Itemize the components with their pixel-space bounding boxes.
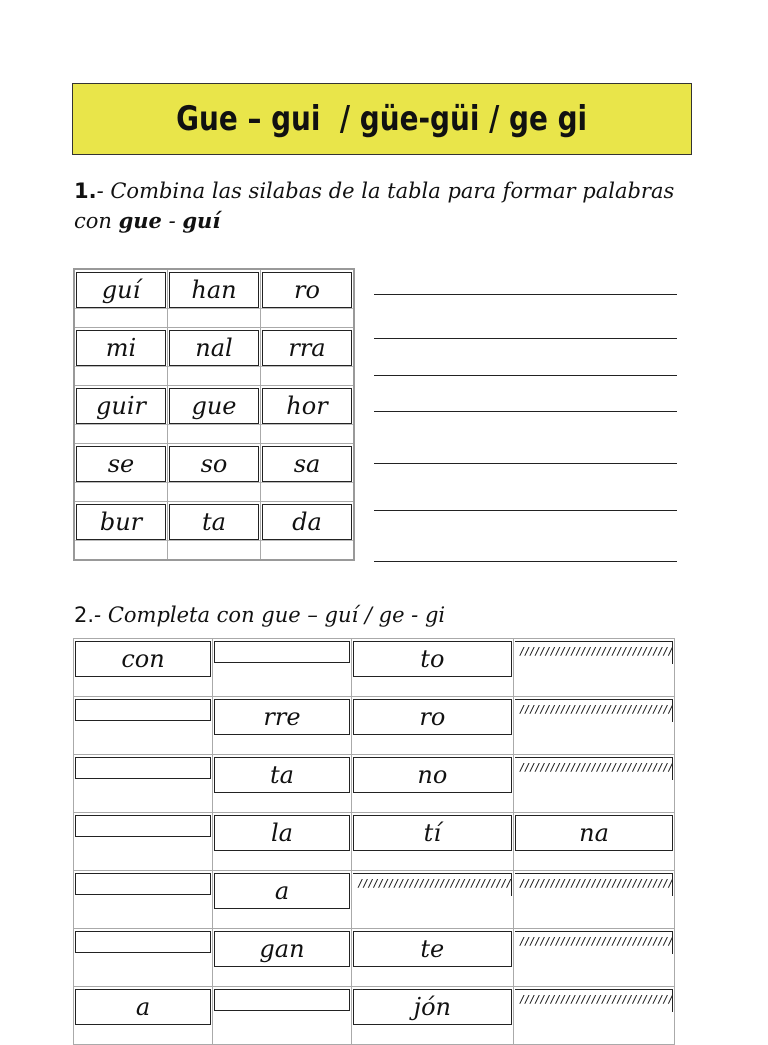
syllable-box[interactable]: guir <box>76 388 166 424</box>
completion-cell <box>213 755 352 813</box>
completion-cell <box>74 987 213 1045</box>
completion-cell <box>513 813 675 871</box>
syllable-row <box>74 386 354 444</box>
completion-cell <box>74 755 213 813</box>
completion-cell <box>74 813 213 871</box>
completion-cell <box>352 929 514 987</box>
exercise-1-number: 1. <box>74 179 97 203</box>
completion-cell <box>74 929 213 987</box>
syllable-box[interactable]: han <box>169 272 259 308</box>
answer-line[interactable] <box>374 411 677 412</box>
completion-row <box>74 639 675 697</box>
syllable-box: na <box>515 815 674 851</box>
hatched-cell: ////////////////////////////// <box>515 873 674 896</box>
completion-cell <box>74 639 213 697</box>
syllable-cell <box>74 328 168 386</box>
syllable-box: to <box>353 641 512 677</box>
syllable-box[interactable]: guí <box>76 272 166 308</box>
blank-answer-box[interactable] <box>214 989 350 1011</box>
syllable-box: no <box>353 757 512 793</box>
syllable-box: ro <box>353 699 512 735</box>
completion-cell <box>352 697 514 755</box>
syllable-box: gan <box>214 931 350 967</box>
syllable-box[interactable]: da <box>262 504 352 540</box>
syllable-box[interactable]: hor <box>262 388 352 424</box>
syllable-cell <box>261 269 355 328</box>
exercise-1-instruction <box>74 176 694 236</box>
syllable-box[interactable]: mi <box>76 330 166 366</box>
hatched-cell: ////////////////////////////// <box>515 931 674 954</box>
hatched-cell: ////////////////////////////// <box>515 641 674 664</box>
blank-answer-box[interactable] <box>75 815 211 837</box>
blank-answer-box[interactable] <box>75 699 211 721</box>
blank-answer-box[interactable] <box>75 873 211 895</box>
syllable-box: tí <box>353 815 512 851</box>
completion-cell <box>213 813 352 871</box>
completion-row <box>74 871 675 929</box>
answer-line[interactable] <box>374 338 677 339</box>
syllable-cell <box>168 328 261 386</box>
syllable-cell <box>261 444 355 502</box>
completion-cell <box>352 639 514 697</box>
completion-cell <box>513 639 675 697</box>
blank-answer-box[interactable] <box>214 641 350 663</box>
hatched-cell: ////////////////////////////// <box>515 989 674 1012</box>
completion-row <box>74 697 675 755</box>
syllable-cell <box>168 386 261 444</box>
syllable-cell <box>74 269 168 328</box>
completion-row <box>74 813 675 871</box>
syllable-box: ta <box>214 757 350 793</box>
syllable-cell <box>261 328 355 386</box>
answer-line[interactable] <box>374 510 677 511</box>
syllable-box: a <box>214 873 350 909</box>
completion-cell <box>352 813 514 871</box>
syllable-cell <box>261 502 355 561</box>
syllable-box: jón <box>353 989 512 1025</box>
syllable-box[interactable]: se <box>76 446 166 482</box>
syllable-row <box>74 444 354 502</box>
exercise-2-number: 2. <box>74 603 95 627</box>
completion-row <box>74 987 675 1045</box>
exercise-1-bold-gui: guí <box>182 208 221 233</box>
exercise-1-separator: - <box>161 209 183 233</box>
hatched-cell: ////////////////////////////// <box>515 699 674 722</box>
completion-table <box>73 638 675 1045</box>
exercise-1-text: - Combina las silabas de la tabla para formar palabras con <box>74 179 675 233</box>
syllable-row <box>74 502 354 561</box>
syllable-box: con <box>75 641 211 677</box>
completion-cell <box>74 871 213 929</box>
syllable-cell <box>168 444 261 502</box>
answer-line[interactable] <box>374 294 677 295</box>
completion-cell <box>213 987 352 1045</box>
completion-cell <box>352 987 514 1045</box>
answer-line[interactable] <box>374 463 677 464</box>
syllable-cell <box>261 386 355 444</box>
syllable-cell <box>168 269 261 328</box>
blank-answer-box[interactable] <box>75 757 211 779</box>
syllable-box[interactable]: ro <box>262 272 352 308</box>
completion-cell <box>213 929 352 987</box>
syllable-box: te <box>353 931 512 967</box>
exercise-1-bold-gue: gue <box>118 208 162 233</box>
syllable-box[interactable]: rra <box>262 330 352 366</box>
completion-cell <box>513 871 675 929</box>
blank-answer-box[interactable] <box>75 931 211 953</box>
syllable-box[interactable]: gue <box>169 388 259 424</box>
exercise-2-instruction <box>74 600 694 630</box>
worksheet-title-text: Gue – gui / güe-güi / ge gi <box>176 99 588 139</box>
completion-cell <box>513 755 675 813</box>
completion-cell <box>213 639 352 697</box>
completion-row <box>74 929 675 987</box>
syllable-box: rre <box>214 699 350 735</box>
answer-line[interactable] <box>374 375 677 376</box>
completion-cell <box>213 871 352 929</box>
syllable-row <box>74 269 354 328</box>
completion-cell <box>352 871 514 929</box>
exercise-2-text: - Completa con gue – guí / ge - gi <box>94 603 446 627</box>
syllable-box[interactable]: bur <box>76 504 166 540</box>
answer-line[interactable] <box>374 561 677 562</box>
completion-row <box>74 755 675 813</box>
hatched-cell: ////////////////////////////// <box>353 873 512 896</box>
syllable-cell <box>74 444 168 502</box>
completion-cell <box>513 929 675 987</box>
syllable-table <box>73 268 355 561</box>
completion-cell <box>213 697 352 755</box>
worksheet-title <box>72 83 692 155</box>
syllable-cell <box>74 386 168 444</box>
hatched-cell: ////////////////////////////// <box>515 757 674 780</box>
syllable-box[interactable]: nal <box>169 330 259 366</box>
completion-cell <box>513 987 675 1045</box>
syllable-box: a <box>75 989 211 1025</box>
syllable-row <box>74 328 354 386</box>
syllable-box[interactable]: ta <box>169 504 259 540</box>
syllable-box[interactable]: so <box>169 446 259 482</box>
syllable-cell <box>168 502 261 561</box>
syllable-cell <box>74 502 168 561</box>
syllable-box[interactable]: sa <box>262 446 352 482</box>
completion-cell <box>74 697 213 755</box>
completion-cell <box>352 755 514 813</box>
syllable-box: la <box>214 815 350 851</box>
completion-cell <box>513 697 675 755</box>
